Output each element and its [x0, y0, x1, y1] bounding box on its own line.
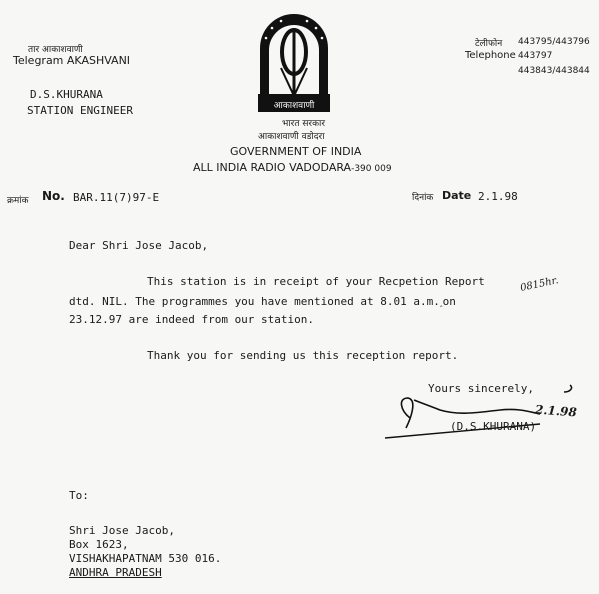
closing-yours-sincerely: Yours sincerely, [428, 382, 534, 395]
akashvani-logo [252, 8, 336, 114]
address-line-1: Shri Jose Jacob, [69, 524, 175, 537]
telegram-address: Telegram AKASHVANI [13, 54, 131, 67]
government-hindi: भारत सरकार [282, 119, 326, 129]
sender-title: STATION ENGINEER [27, 104, 133, 117]
signature-date: 2.1.98 [534, 402, 578, 420]
paragraph-1-line-1: This station is in receipt of your Recpetion Report [147, 275, 485, 288]
paragraph-1-line-2: dtd. NIL. The programmes you have mentioned at 8.01 a.m.‸on [69, 295, 456, 308]
telephone-label: Telephone [465, 50, 516, 61]
paragraph-1-line-3: 23.12.97 are indeed from our station. [69, 313, 315, 326]
logo-text: आकाशवाणी [273, 101, 315, 111]
station-hindi: आकाशवाणी वडोदरा [258, 132, 325, 142]
date-label: Date [442, 189, 472, 202]
telephone-number-2: 443797 [518, 51, 553, 61]
address-to: To: [69, 489, 89, 502]
station-name: ALL INDIA RADIO VADODARA-390 009 [193, 161, 392, 174]
letter-date: 2.1.98 [478, 190, 518, 203]
signatory-name: (D.S.KHURANA) [450, 420, 537, 433]
telephone-number-3: 443843/443844 [518, 66, 590, 76]
reference-number-hindi: क्रमांक [7, 196, 29, 206]
paragraph-2: Thank you for sending us this reception report. [147, 349, 459, 362]
telegram-hindi: तार आकाशवाणी [28, 45, 83, 55]
date-hindi: दिनांक [412, 193, 434, 203]
government-of-india: GOVERNMENT OF INDIA [230, 145, 362, 158]
reference-number-label: No. [42, 189, 65, 203]
reference-number: BAR.11(7)97-E [73, 191, 160, 204]
address-line-4: ANDHRA PRADESH [69, 566, 162, 579]
telephone-hindi: टेलीफोन [475, 39, 503, 49]
address-line-2: Box 1623, [69, 538, 129, 551]
sender-name: D.S.KHURANA [30, 88, 103, 101]
handwritten-time-insert: 0815hr. [519, 275, 560, 294]
address-line-3: VISHAKHAPATNAM 530 016. [69, 552, 222, 565]
salutation: Dear Shri Jose Jacob, [69, 239, 209, 252]
telephone-number-1: 443795/443796 [518, 37, 590, 47]
